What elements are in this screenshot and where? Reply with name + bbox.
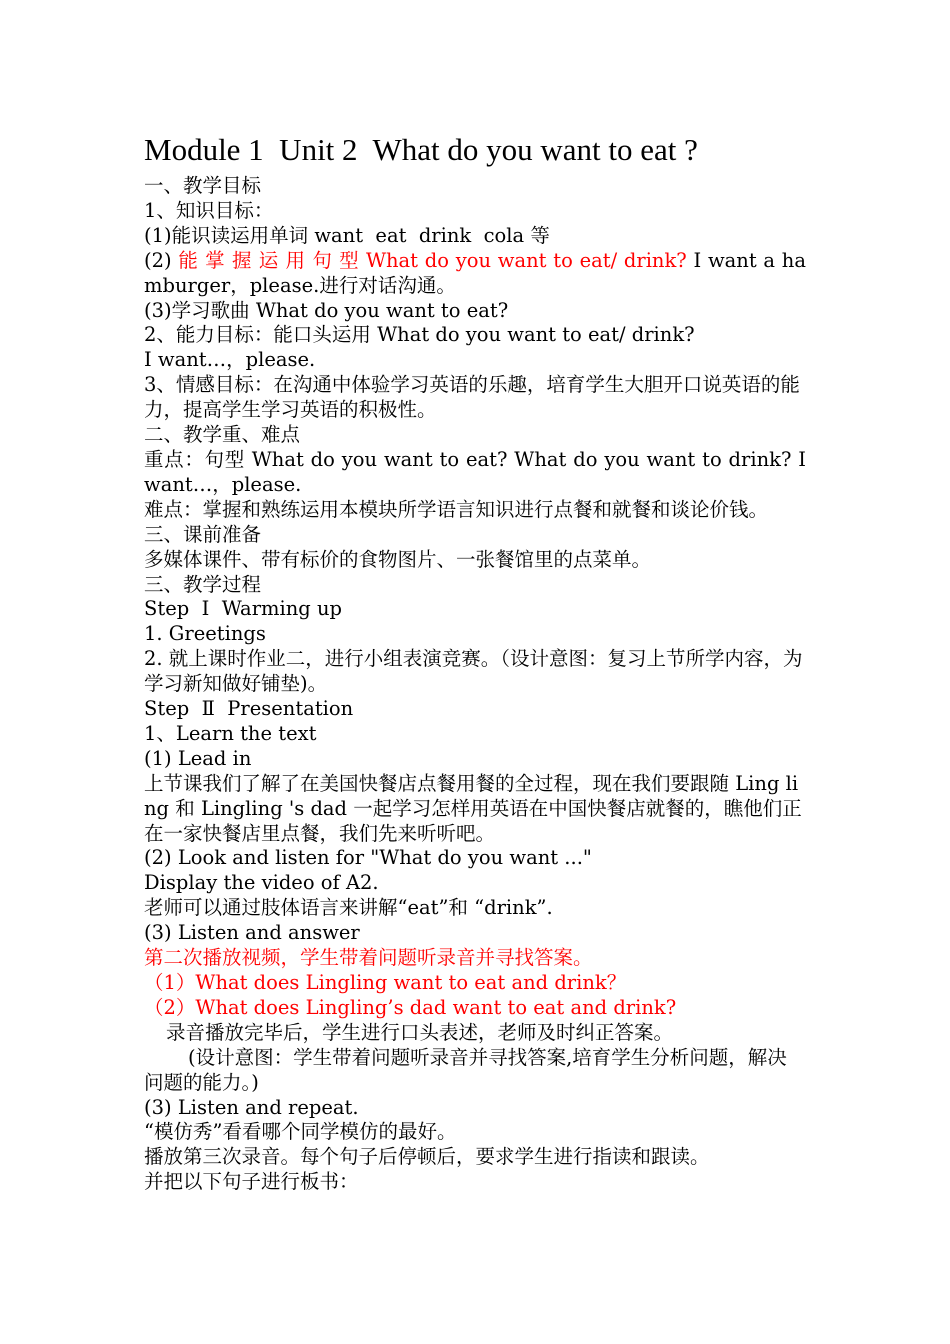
design-intent-note: (设计意图：学生带着问题听录音并寻找答案,培育学生分析问题，解决问题的能力。) <box>144 1045 787 1094</box>
ability-goal-response: I want…，please. <box>144 348 316 372</box>
heading-teaching-goals: 一、教学目标 <box>144 174 262 197</box>
heading-teaching-process: 三、教学过程 <box>144 572 262 596</box>
preparation-text: 多媒体课件、带有标价的食物图片、一张餐馆里的点菜单。 <box>144 547 652 571</box>
step-2-heading: Step Ⅱ Presentation <box>144 697 354 721</box>
body-language-note: 老师可以通过肢体语言来讲解“eat”和 “drink”. <box>144 896 553 920</box>
question-2: （2）What does Lingling’s dad want to eat and drink? <box>144 995 677 1019</box>
imitation-show: “模仿秀”看看哪个同学模仿的最好。 <box>144 1120 457 1144</box>
third-recording: 播放第三次录音。每个句子后停顿后，要求学生进行指读和跟读。 <box>144 1145 710 1169</box>
step-1-heading: Step Ⅰ Warming up <box>144 597 343 621</box>
knowledge-goal-1: (1)能识读运用单词 want eat drink cola 等 <box>144 223 550 247</box>
knowledge-goal-3: (3)学习歌曲 What do you want to eat? <box>144 298 509 322</box>
question-1: （1）What does Lingling want to eat and drink？ <box>144 971 627 994</box>
heading-key-points: 二、教学重、难点 <box>144 423 301 447</box>
look-and-listen: (2) Look and listen for "What do you want ..." <box>144 846 592 870</box>
ability-goal: 2、能力目标：能口头运用 What do you want to eat/ drink? <box>144 323 695 347</box>
lead-in-paragraph: 上节课我们了解了在美国快餐店点餐用餐的全过程，现在我们要跟随 Ling ling 和 Lingling 's dad 一起学习怎样用英语在中国快餐店就餐的，瞧他们正在一家快餐店里点餐，我们先来听听吧。 <box>144 771 802 845</box>
knowledge-goal-2-highlight: 能 掌 握 运 用 句 型 What do you want to eat/ drink? <box>178 248 687 272</box>
document-body <box>144 128 806 1195</box>
heading-preparation: 三、课前准备 <box>144 522 262 546</box>
difficult-point: 难点：掌握和熟练运用本模块所学语言知识进行点餐和就餐和谈论价钱。 <box>144 497 769 521</box>
step-1-greetings: 1. Greetings <box>144 622 266 646</box>
display-video: Display the video of A2. <box>144 871 379 895</box>
emotion-goal: 3、情感目标：在沟通中体验学习英语的乐趣，培育学生大胆开口说英语的能力，提高学生学习英语的积极性。 <box>144 373 800 422</box>
subheading-knowledge-goals: 1、知识目标： <box>144 198 274 222</box>
listen-and-repeat: (3) Listen and repeat. <box>144 1095 359 1119</box>
key-point: 重点：句型 What do you want to eat? What do you want to drink? I want…，please. <box>144 447 806 496</box>
second-video-instruction: 第二次播放视频，学生带着问题听录音并寻找答案。 <box>144 946 593 970</box>
listen-and-answer: (3) Listen and answer <box>144 921 360 945</box>
step-1-competition: 2. 就上课时作业二，进行小组表演竞赛。（设计意图：复习上节所学内容，为学习新知做好铺垫)。 <box>144 647 803 696</box>
knowledge-goal-2 <box>144 249 806 299</box>
after-recording-note: 录音播放完毕后，学生进行口头表述，老师及时纠正答案。 <box>166 1020 674 1044</box>
lead-in: (1) Lead in <box>144 746 252 770</box>
page-title: Module 1 Unit 2 What do you want to eat ? <box>144 132 698 167</box>
knowledge-goal-2-prefix: (2) <box>144 248 179 272</box>
board-writing-note: 并把以下句子进行板书： <box>144 1170 359 1194</box>
knowledge-goal-2-rest: I want a hamburger，please.进行对话沟通。 <box>144 248 806 297</box>
learn-the-text: 1、Learn the text <box>144 721 317 745</box>
